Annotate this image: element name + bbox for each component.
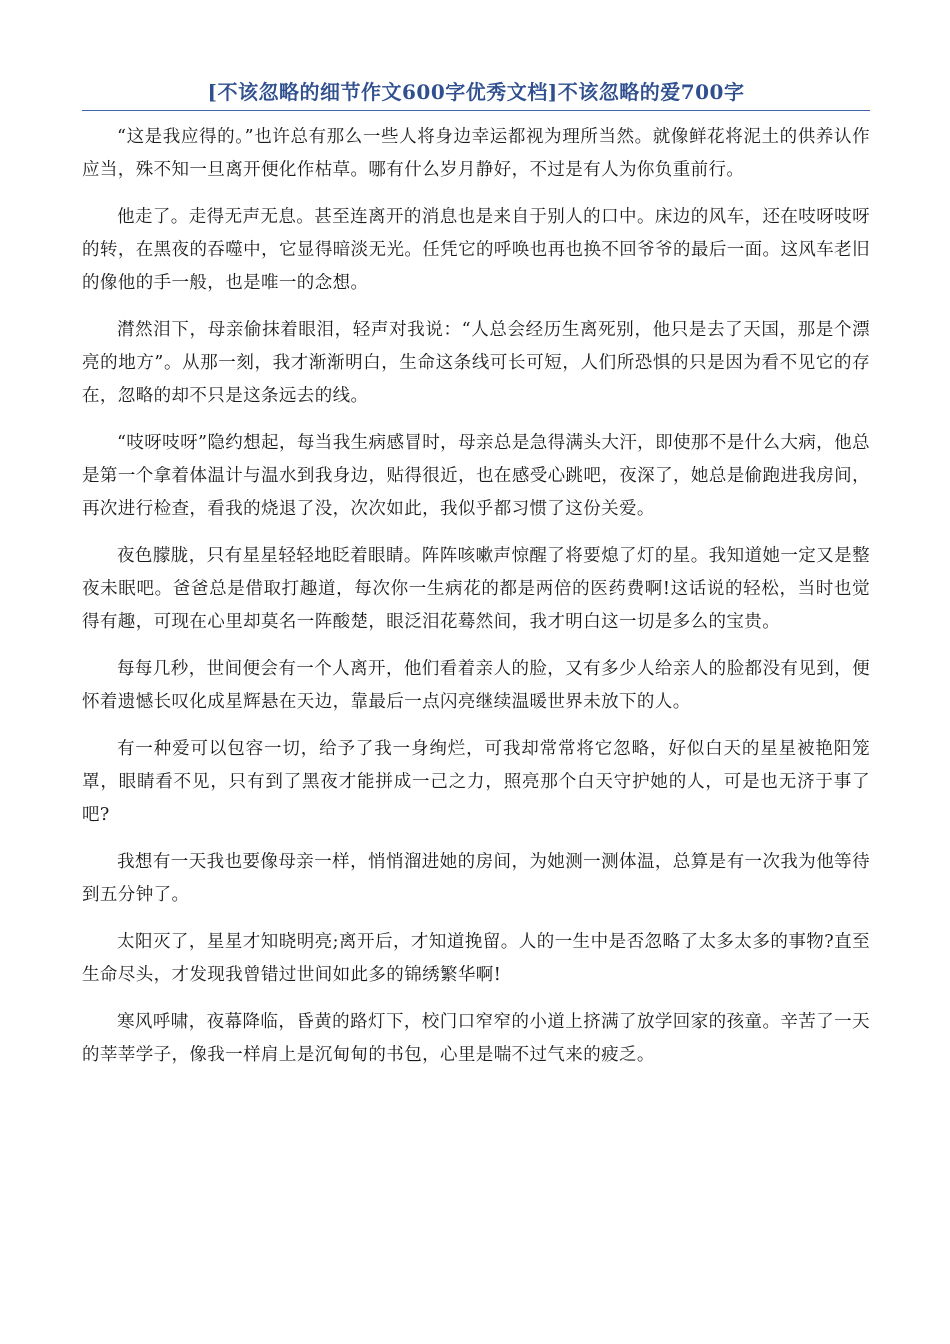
paragraph-4: “吱呀吱呀”隐约想起，每当我生病感冒时，母亲总是急得满头大汗，即使那不是什么大病，他总是第一个拿着体温计与温水到我身边，贴得很近，也在感受心跳吧，夜深了，她总是偷跑进我房间，再次进行检查，看我的烧退了没，次次如此，我似乎都习惯了这份关爱。 [82,433,870,519]
paragraph-5: 夜色朦胧，只有星星轻轻地眨着眼睛。阵阵咳嗽声惊醒了将要熄了灯的星。我知道她一定又是整夜未眠吧。爸爸总是借取打趣道，每次你一生病花的都是两倍的医药费啊!这话说的轻松，当时也觉得有趣，可现在心里却莫名一阵酸楚，眼泛泪花蓦然间，我才明白这一切是多么的宝贵。 [82,546,870,632]
paragraph-9: 太阳灭了，星星才知晓明亮;离开后，才知道挽留。人的一生中是否忽略了太多太多的事物?直至生命尽头，才发现我曾错过世间如此多的锦绣繁华啊! [82,932,870,985]
paragraph-3: 潸然泪下，母亲偷抹着眼泪，轻声对我说：“人总会经历生离死别，他只是去了天国，那是个漂亮的地方”。从那一刻，我才渐渐明白，生命这条线可长可短，人们所恐惧的只是因为看不见它的存在，忽略的却不只是这条远去的线。 [82,320,870,406]
paragraph-1: “这是我应得的。”也许总有那么一些人将身边幸运都视为理所当然。就像鲜花将泥土的供养认作应当，殊不知一旦离开便化作枯草。哪有什么岁月静好，不过是有人为你负重前行。 [82,127,870,180]
paragraph-7: 有一种爱可以包容一切，给予了我一身绚烂，可我却常常将它忽略，好似白天的星星被艳阳笼罩，眼睛看不见，只有到了黑夜才能拼成一己之力，照亮那个白天守护她的人，可是也无济于事了吧? [82,739,870,825]
document-body [82,121,870,1072]
paragraph-8: 我想有一天我也要像母亲一样，悄悄溜进她的房间，为她测一测体温，总算是有一次我为他等待到五分钟了。 [82,852,870,905]
document-page [82,78,870,1086]
paragraph-10: 寒风呼啸，夜幕降临，昏黄的路灯下，校门口窄窄的小道上挤满了放学回家的孩童。辛苦了一天的莘莘学子，像我一样肩上是沉甸甸的书包，心里是喘不过气来的疲乏。 [82,1012,870,1065]
paragraph-2: 他走了。走得无声无息。甚至连离开的消息也是来自于别人的口中。床边的风车，还在吱呀吱呀的转，在黑夜的吞噬中，它显得暗淡无光。任凭它的呼唤也再也换不回爷爷的最后一面。这风车老旧的像他的手一般，也是唯一的念想。 [82,207,870,293]
document-title: [不该忽略的细节作文600字优秀文档]不该忽略的爱700字 [82,78,870,111]
paragraph-6: 每每几秒，世间便会有一个人离开，他们看着亲人的脸，又有多少人给亲人的脸都没有见到，便怀着遗憾长叹化成星辉悬在天边，靠最后一点闪亮继续温暖世界未放下的人。 [82,659,870,712]
